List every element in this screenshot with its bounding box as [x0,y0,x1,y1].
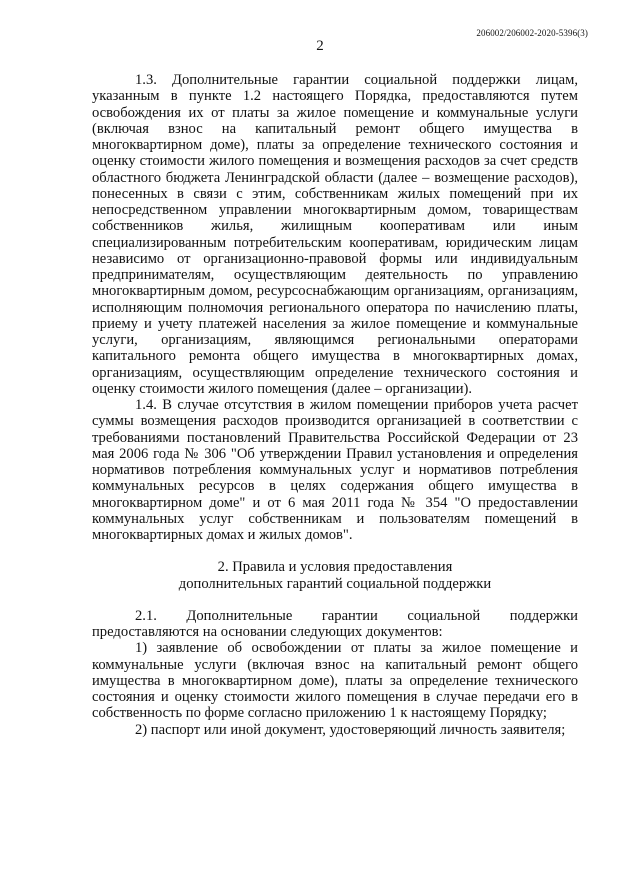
paragraph-1-3: 1.3. Дополнительные гарантии социальной поддержки лицам, указанным в пункте 1.2 настоящего Порядка, предоставляются путем освобождения их от платы за жилое помещение и коммунальные услуги (включая взнос на капитальный ремонт общего имущества в многоквартирном доме), платы за определение технического состояния и оценку стоимости жилого помещения и возмещения расходов за счет средств областного бюджета Ленинградской области (далее – возмещение расходов), понесенных в связи с этим, собственникам жилых помещений при их непосредственном управлении многоквартирным домом, товариществам собственников жилья, жилищным кооперативам или иным специализированным потребительским кооперативам, юридическим лицам независимо от организационно-правовой формы или индивидуальным предпринимателям, осуществляющим деятельность по управлению многоквартирным домом, ресурсоснабжающим организациям, организациям, исполняющим полномочия регионального оператора по начислению платы, приему и учету платежей населения за жилое помещение и коммунальные услуги, организациям, являющимся региональными операторами капитального ремонта общего имущества в многоквартирных домах, организациям, осуществляющим определение технического состояния и оценку стоимости жилого помещения (далее – организации). [92,72,578,397]
document-body [92,72,578,738]
section-2-title-line-1: 2. Правила и условия предоставления [217,559,453,576]
document-id: 206002/206002-2020-5396(3) [476,28,588,38]
list-item-1: 1) заявление об освобождении от платы за жилое помещение и коммунальные услуги (включая взнос на капитальный ремонт общего имущества в многоквартирном доме), платы за определение технического состояния и оценку стоимости жилого помещения в случае передачи его в собственность по форме согласно приложению 1 к настоящему Порядку; [92,640,578,722]
paragraph-2-1: 2.1. Дополнительные гарантии социальной поддержки предоставляются на основании следующих документов: [92,607,578,640]
spacer [92,592,578,608]
section-2-title-line-2: дополнительных гарантий социальной поддержки [178,575,492,592]
paragraph-1-4: 1.4. В случае отсутствия в жилом помещении приборов учета расчет суммы возмещения расходов производится организацией в соответствии с требованиями постановлений Правительства Российской Федерации от 23 мая 2006 года № 306 "Об утверждении Правил установления и определения нормативов потребления коммунальных услуг и нормативов потребления коммунальных ресурсов в целях содержания общего имущества в многоквартирном доме" и от 6 мая 2011 года № 354 "О предоставлении коммунальных услуг собственникам и пользователям помещений в многоквартирных домах и жилых домов". [92,397,578,543]
page-number: 2 [316,38,324,54]
list-item-2: 2) паспорт или иной документ, удостоверяющий личность заявителя; [135,721,566,738]
spacer [92,543,578,559]
